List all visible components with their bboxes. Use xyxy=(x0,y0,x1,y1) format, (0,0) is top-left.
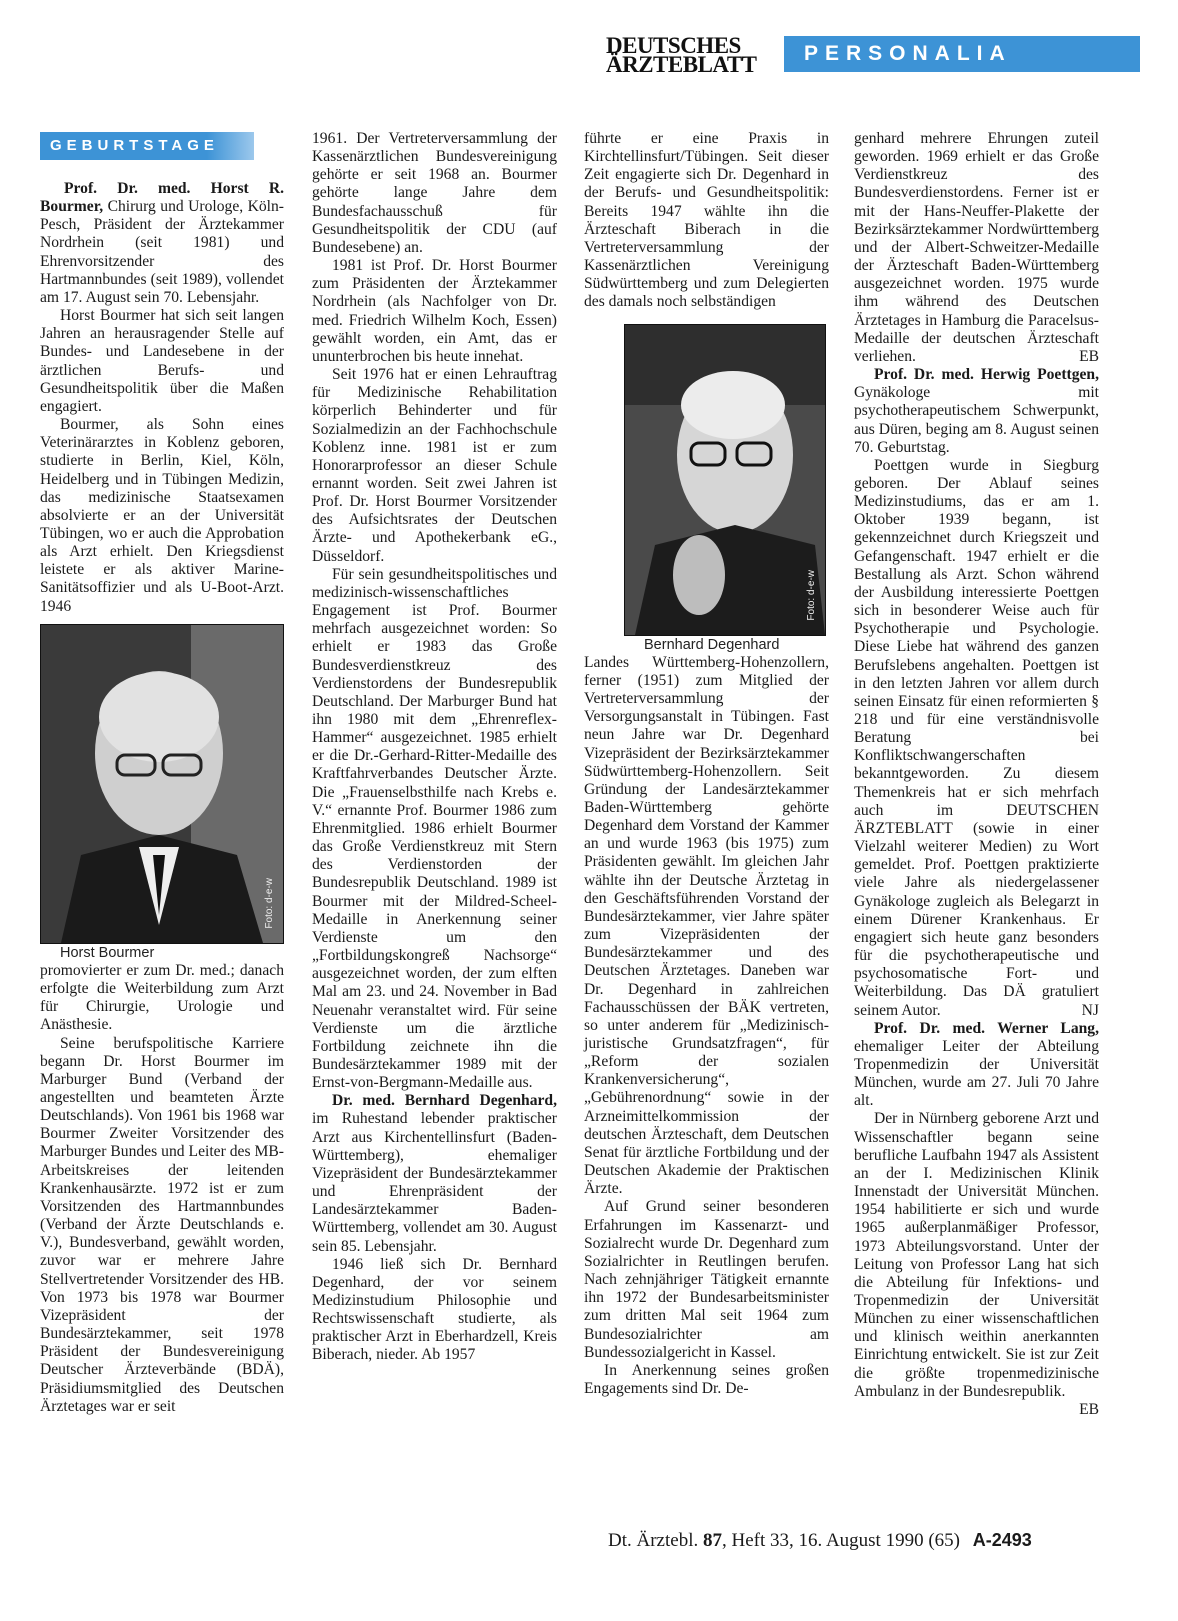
photo-degenhard xyxy=(624,324,826,636)
paragraph: führte er eine Praxis in Kirchtellinsfurt/Tübingen. Seit dieser Zeit engagierte sich Dr. Degenhard in der Berufs- und Gesundheitspolitik: Bereits 1947 wählte ihn die Ärzteschaft Biberach in die Vertreterversammlung der Kassenärztlichen Vereinigung Südwürttemberg und zum Delegierten des damals noch selbständigen xyxy=(584,130,829,311)
paragraph: Horst Bourmer hat sich seit langen Jahren an herausragender Stelle auf Bundes- und Landesebene in der ärztlichen Berufs- und Gesundheitspolitik über die Maßen engagiert. xyxy=(40,307,284,415)
photo-caption: Bernhard Degenhard xyxy=(644,636,780,653)
paragraph: 1981 ist Prof. Dr. Horst Bourmer zum Präsidenten der Ärztekammer Nordrhein (als Nachfolger von Dr. med. Friedrich Wilhelm Koch, Essen) gewählt worden, ein Amt, das er ununterbrochen bis heute innehat. xyxy=(312,257,557,365)
paragraph xyxy=(854,457,1099,1020)
portrait-image xyxy=(625,325,825,635)
author-signature: EB xyxy=(1079,347,1099,365)
photo-bourmer xyxy=(40,624,284,944)
section-band xyxy=(784,36,1140,72)
person-name: Dr. med. Bernhard Degenhard, xyxy=(332,1092,557,1110)
paragraph: Seit 1976 hat er einen Lehrauftrag für Medizinische Rehabilitation körperlich Behinderter und für Sozialmedizin an der Fachhochschule Koblenz inne. 1981 ist er zum Honorarprofessor an dieser Schule ernannt worden. Seit zwei Jahren ist Prof. Dr. Horst Bourmer Vorsitzender des Aufsichtsrates der Deutschen Ärzte- und Apothekerbank eG., Düsseldorf. xyxy=(312,366,557,565)
section-label-geburtstage xyxy=(40,132,254,160)
masthead xyxy=(598,33,1138,78)
paragraph-text: ehemaliger Leiter der Abteilung Tropenmedizin der Universität München, wurde am 27. Juli 70 Jahre alt. xyxy=(854,1037,1099,1110)
paragraph xyxy=(854,1020,1099,1111)
column-3 xyxy=(584,130,829,1398)
journal-logo xyxy=(606,33,757,77)
paragraph-text: genhard mehrere Ehrungen zuteil geworden. 1969 erhielt er das Große Verdienstkreuz des Bundesverdienstordens. Ferner ist er mit der Hans-Neuffer-Plakette der Bezirksärztekammer Nordwürttemberg und der Albert-Schweitzer-Medaille der Ärzteschaft Baden-Württemberg ausgezeichnet worden. 1975 wurde ihm während des Deutschen Ärztetages in Hamburg die Paracelsus-Medaille der deutschen Ärzteschaft verliehen. xyxy=(854,130,1099,365)
paragraph: 1946 ließ sich Dr. Bernhard Degenhard, der vor seinem Medizinstudium Philosophie und Rechtswissenschaft studierte, als praktischer Arzt in Eberhardzell, Kreis Biberach, nieder. Ab 1957 xyxy=(312,1255,557,1364)
paragraph: promovierter er zum Dr. med.; danach erfolgte die Weiterbildung zum Arzt für Chirurgie, Urologie und Anästhesie. xyxy=(40,961,284,1034)
person-name: Prof. Dr. med. Herwig Poettgen, xyxy=(874,366,1099,384)
photo-credit: Foto: d-e-w xyxy=(805,569,817,621)
paragraph: Für sein gesundheitspolitisches und medizinisch-wissenschaftliches Engagement ist Prof. Bourmer mehrfach ausgezeichnet worden: So erhielt er 1983 das Große Bundesverdienstkreuz des Verdienstordens der Bundesrepublik Deutschland. Der Marburger Bund hat ihn 1980 mit dem „Ehrenreflex-Hammer“ ausgezeichnet. 1985 erhielt er die Dr.-Gerhard-Ritter-Medaille des Kraftfahrverbandes Deutscher Ärzte. Die „Frauenselbsthilfe nach Krebs e. V.“ ernannte Prof. Bourmer 1986 zum Ehrenmitglied. 1986 erhielt Bourmer das Große Verdienstkreuz mit Stern des Verdienstorden der Bundesrepublik Deutschland. 1989 ist Bourmer mit der Mildred-Scheel-Medaille in Anerkennung seiner Verdienste um den „Fortbildungskongreß Nachsorge“ ausgezeichnet worden, der zum elften Mal am 23. und 24. November in Bad Neuenahr veranstaltet wird. Für seine Verdienste um die ärztliche Fortbildung zeichnete ihn die Bundesärztekammer 1989 mit der Ernst-von-Bergmann-Medaille aus. xyxy=(312,565,557,1092)
section-title: PERSONALIA xyxy=(804,42,1012,65)
paragraph: In Anerkennung seines großen Engagements sind Dr. De- xyxy=(584,1361,829,1397)
column-1 xyxy=(40,132,284,1416)
author-signature: EB xyxy=(1079,1400,1099,1418)
paragraph: Auf Grund seiner besonderen Erfahrungen im Kassenarzt- und Sozialrecht wurde Dr. Degenhard zum Sozialrichter in Reutlingen berufen. Nach zehnjähriger Tätigkeit ernannte ihn 1972 der Bundesarbeitsminister zum dritten Mal seit 1964 zum Bundesozialrichter am Bundessozialgericht in Kassel. xyxy=(584,1198,829,1361)
journal-abbrev: Dt. Ärztebl. xyxy=(608,1530,699,1551)
logo-line-1: DEUTSCHES xyxy=(606,33,741,58)
column-2 xyxy=(312,130,557,1365)
paragraph-text: Poettgen wurde in Siegburg geboren. Der Ablauf seines Medizinstudiums, das er am 1. Oktober 1939 begann, ist gekennzeichnet durch Kriegszeit und Gefangenschaft. 1947 erhielt er die Bestallung als Arzt. Schon während der Ausbildung interessierte Poettgen sich in besonderer Weise auch für Psychotherapie und Psychologie. Diese Liebe hat während des ganzen Berufslebens angehalten. Poettgen ist in den letzten Jahren vor allem durch seinen Einsatz für einen reformierten § 218 und für eine verständnisvolle Beratung bei Konfliktschwangerschaften bekanntgeworden. Zu diesem Themenkreis hat er sich mehrfach auch im DEUTSCHEN ÄRZTEBLATT (sowie in einer Vielzahl weiterer Medien) zu Wort gemeldet. Prof. Poettgen praktizierte viele Jahre als niedergelassener Gynäkologe zugleich als Belegarzt in einem Dürener Krankenhaus. Er engagiert sich heute ganz besonders für die psychotherapeutische und psychosomatische Fort- und Weiterbildung. Das DÄ gratuliert seinem Autor. xyxy=(854,456,1099,1019)
paragraph: Bourmer, als Sohn eines Veterinärarztes in Koblenz geboren, studierte in Berlin, Kiel, Köln, Heidelberg und in Tübingen Medizin, das medizinische Staatsexamen absolvierte er an der Universität Tübingen, wo er auch die Approbation als Arzt erhielt. Den Kriegsdienst leistete er als aktiver Marine-Sanitätsoffizier und als U-Boot-Arzt. 1946 xyxy=(40,416,284,615)
paragraph xyxy=(854,130,1099,366)
author-signature: NJ xyxy=(1081,1001,1099,1019)
paragraph-text: Der in Nürnberg geborene Arzt und Wissenschaftler begann seine berufliche Laufbahn 1947 als Assistent an der I. Medizinischen Klinik Innenstadt der Universität München. 1954 habilitierte er sich und wurde 1965 außerplanmäßiger Professor, 1973 Abteilungsvorstand. Unter der Leitung von Professor Lang hat sich die Abteilung für Infektions- und Tropenmedizin der Universität München zu einer wissenschaftlichen und klinisch weithin anerkannten Einrichtung entwickelt. Sie ist zur Zeit die größte tropenmedizinische Ambulanz in der Bundesrepublik. xyxy=(854,1110,1099,1400)
paragraph: 1961. Der Vertreterversammlung der Kassenärztlichen Bundesvereinigung gehörte er seit 1968 an. Bourmer gehörte lange Jahre dem Bundesfachausschuß für Gesundheitspolitik der CDU (auf Bundesebene) an. xyxy=(312,130,557,256)
paragraph xyxy=(854,1110,1099,1418)
paragraph-text: Chirurg und Urologe, Köln-Pesch, Präsident der Ärztekammer Nordrhein (seit 1981) und Ehrenvorsitzender des Hartmannbundes (seit 1989), vollendet am 17. August sein 70. Lebensjahr. xyxy=(40,198,284,306)
logo-line-2: ÄRZTEBLATT xyxy=(606,52,757,77)
photo-credit: Foto: d-e-w xyxy=(263,878,275,929)
issue-info: , Heft 33, 16. August 1990 (65) xyxy=(721,1530,960,1551)
paragraph-text: Gynäkologe mit psychotherapeutischem Schwerpunkt, aus Düren, beging am 8. August seinen 70. Geburtstag. xyxy=(854,384,1099,456)
person-name: Prof. Dr. med. Horst R. Bourmer, xyxy=(40,180,284,216)
paragraph: Landes Württemberg-Hohenzollern, ferner (1951) zum Mitglied der Vertreterversammlung der Versorgungsanstalt in Tübingen. Fast neun Jahre war Dr. Degenhard Vizepräsident der Bezirksärztekammer Südwürttemberg-Hohenzollern. Seit Gründung der Landesärztekammer Baden-Württemberg gehörte Degenhard dem Vorstand der Kammer an und wurde 1963 (bis 1975) zum Präsidenten gewählt. Im gleichen Jahr wählte ihn der Deutsche Ärztetag in den Geschäftsführenden Vorstand der Bundesärztekammer, vier Jahre später zum Vizepräsidenten der Bundesärztekammer und des Deutschen Ärztetages. Daneben war Dr. Degenhard in zahlreichen Fachausschüssen der BÄK vertreten, so unter anderem für „Medizinisch-juristische Grundsatzfragen“, für „Reform der sozialen Krankenversicherung“, „Gebührenordnung“ sowie in der Arzneimittelkommission der deutschen Ärzteschaft, dem Deutschen Senat für ärztliche Fortbildung und der Deutschen Akademie der Praktischen Ärzte. xyxy=(584,653,829,1198)
paragraph xyxy=(312,1092,557,1255)
page-number: A-2493 xyxy=(972,1530,1032,1550)
volume-number: 87 xyxy=(702,1530,722,1551)
person-name: Prof. Dr. med. Werner Lang, xyxy=(874,1019,1099,1037)
portrait-image xyxy=(41,625,283,943)
photo-caption: Horst Bourmer xyxy=(60,944,155,961)
paragraph xyxy=(40,180,284,307)
paragraph-text: im Ruhestand lebender praktischer Arzt aus Kirchentellinsfurt (Baden-Württemberg), ehemaliger Vizepräsident der Bundesärztekammer und Ehrenpräsident der Landesärztekammer Baden-Württemberg, vollendet am 30. August sein 85. Lebensjahr. xyxy=(312,1110,557,1255)
page-footer xyxy=(608,1530,1103,1552)
paragraph xyxy=(854,366,1099,457)
paragraph: Seine berufspolitische Karriere begann Dr. Horst Bourmer im Marburger Bund (Verband der angestellten und beamteten Ärzte Deutschlands). Von 1961 bis 1968 war Bourmer Zweiter Vorsitzender des Marburger Bundes und Leiter des MB-Arbeitskreises der leitenden Krankenhausärzte. 1972 ist er zum Vorsitzenden des Hartmannbundes (Verband der Ärzte Deutschlands e. V.), Bundesverband, gewählt worden, zuvor war er mehrere Jahre Stellvertretender Vorsitzender des HB. Von 1973 bis 1978 war Bourmer Vizepräsident der Bundesärztekammer, seit 1978 Präsident der Bundesvereinigung Deutscher Ärzteverbände (BDÄ), Präsidiumsmitglied des Deutschen Ärztetages war er seit xyxy=(40,1034,284,1415)
section-label-text: GEBURTSTAGE xyxy=(50,137,219,154)
column-4 xyxy=(854,130,1099,1419)
